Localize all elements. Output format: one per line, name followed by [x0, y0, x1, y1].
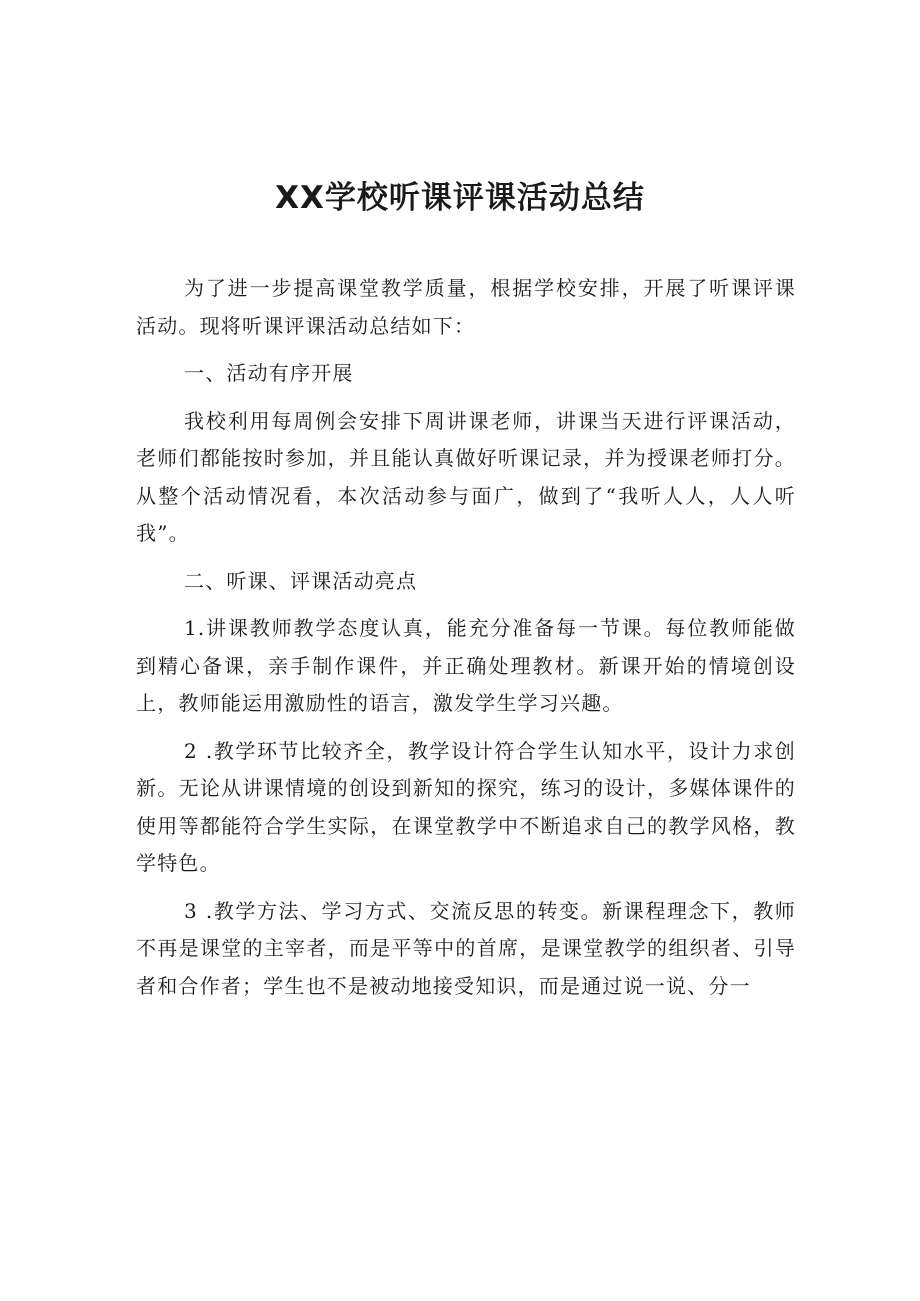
document-body [136, 270, 796, 1015]
highlight-item-3: 3 .教学方法、学习方式、交流反思的转变。新课程理念下，教师不再是课堂的主宰者，而是平等中的首席，是课堂教学的组织者、引导者和合作者；学生也不是被动地接受知识，而是通过说一说、分一 [136, 898, 796, 998]
section-1-paragraph: 我校利用每周例会安排下周讲课老师，讲课当天进行评课活动，老师们都能按时参加，并且能认真做好听课记录，并为授课老师打分。从整个活动情况看，本次活动参与面广，做到了“我听人人，人人听我”。 [136, 408, 796, 545]
document-title: XX学校听课评课活动总结 [275, 180, 645, 216]
highlight-item-1: 1.讲课教师教学态度认真，能充分准备每一节课。每位教师能做到精心备课，亲手制作课件，并正确处理教材。新课开始的情境创设上，教师能运用激励性的语言，激发学生学习兴趣。 [136, 616, 796, 715]
highlight-item-2: 2 .教学环节比较齐全，教学设计符合学生认知水平，设计力求创新。无论从讲课情境的创设到新知的探究，练习的设计，多媒体课件的使用等都能符合学生实际，在课堂教学中不断追求自己的教学风格，教学特色。 [136, 738, 796, 875]
intro-paragraph: 为了进一步提高课堂教学质量，根据学校安排，开展了听课评课活动。现将听课评课活动总结如下： [136, 276, 796, 338]
section-heading-2: 二、听课、评课活动亮点 [184, 568, 418, 593]
section-heading-1: 一、活动有序开展 [184, 361, 354, 385]
